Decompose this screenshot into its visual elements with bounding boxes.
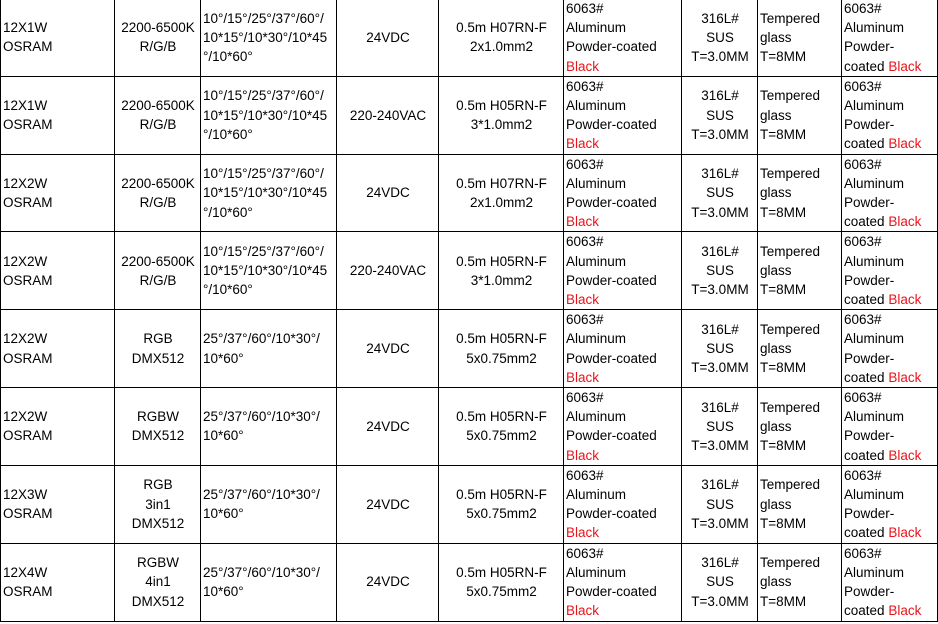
voltage-line: 24VDC xyxy=(366,496,410,512)
beam-angle-cell xyxy=(201,154,337,232)
beam-angle-cell xyxy=(201,232,337,310)
finish-prefix: coated xyxy=(844,603,885,619)
cable-line: 5x0.75mm2 xyxy=(466,584,537,600)
housing-cell xyxy=(564,465,682,543)
glass-line: T=8MM xyxy=(760,438,807,454)
glass-cell xyxy=(758,154,842,232)
cable-line: 2x1.0mm2 xyxy=(469,39,534,55)
led-line: OSRAM xyxy=(3,39,53,55)
steel-line: SUS xyxy=(706,341,734,357)
voltage-cell xyxy=(337,0,439,76)
led-line: 12X1W xyxy=(3,98,48,114)
housing-line: 6063# xyxy=(566,390,604,406)
finish-cell xyxy=(842,76,938,154)
beam-line: 10°/15°/25°/37°/60°/ xyxy=(203,88,324,104)
finish-prefix: coated xyxy=(844,214,885,230)
led-cell xyxy=(1,543,115,621)
finish-prefix: coated xyxy=(844,292,885,308)
cct-line: 2200-6500K xyxy=(121,20,195,36)
finish-line: 6063# xyxy=(844,1,882,16)
finish-line: Aluminum xyxy=(844,564,905,580)
glass-line: glass xyxy=(760,263,792,279)
glass-line: Tempered xyxy=(760,10,821,26)
voltage-cell xyxy=(337,543,439,621)
cct-line: DMX512 xyxy=(131,428,185,444)
steel-line: T=3.0MM xyxy=(691,360,749,376)
housing-line: Powder-coated xyxy=(566,272,657,288)
beam-line: °/10*60° xyxy=(203,126,253,142)
beam-line: 10*60° xyxy=(203,428,244,444)
beam-line: 10*15°/10*30°/10*45 xyxy=(203,29,328,45)
steel-line: 316L# xyxy=(701,399,739,415)
housing-line: 6063# xyxy=(566,156,604,172)
beam-angle-cell xyxy=(201,388,337,466)
glass-cell xyxy=(758,310,842,388)
led-line: OSRAM xyxy=(3,428,53,444)
glass-line: Tempered xyxy=(760,399,821,415)
housing-line: Powder-coated xyxy=(566,39,657,55)
cct-line: 2200-6500K xyxy=(121,175,195,191)
housing-cell xyxy=(564,388,682,466)
finish-color: Black xyxy=(888,214,922,230)
cct-cell xyxy=(115,0,201,76)
cable-cell xyxy=(439,232,564,310)
finish-cell xyxy=(842,232,938,310)
voltage-cell xyxy=(337,310,439,388)
beam-line: °/10*60° xyxy=(203,282,253,298)
cct-line: 2200-6500K xyxy=(121,253,195,269)
finish-line: Aluminum xyxy=(844,331,905,347)
voltage-cell xyxy=(337,232,439,310)
steel-cell xyxy=(682,154,758,232)
housing-line: Aluminum xyxy=(566,98,627,114)
cable-line: 3*1.0mm2 xyxy=(470,117,533,133)
finish-line: 6063# xyxy=(844,467,882,483)
finish-last-line xyxy=(844,134,936,153)
housing-line: 6063# xyxy=(566,1,604,16)
cct-line: RGBW xyxy=(137,555,179,571)
housing-line: 6063# xyxy=(566,312,604,328)
finish-line: Powder- xyxy=(844,39,895,55)
steel-line: T=3.0MM xyxy=(691,49,749,64)
finish-line: 6063# xyxy=(844,156,882,172)
cable-line: 0.5m H05RN-F xyxy=(456,253,547,269)
housing-line: Aluminum xyxy=(566,487,627,503)
finish-cell xyxy=(842,154,938,232)
glass-line: Tempered xyxy=(760,88,821,104)
led-cell xyxy=(1,232,115,310)
table-row xyxy=(1,543,938,621)
beam-line: °/10*60° xyxy=(203,49,253,64)
led-line: 12X3W xyxy=(3,487,48,503)
glass-line: glass xyxy=(760,418,792,434)
cct-line: RGB xyxy=(143,477,173,493)
finish-line: Aluminum xyxy=(844,253,905,269)
steel-line: 316L# xyxy=(701,321,739,337)
housing-color: Black xyxy=(566,447,600,463)
finish-color: Black xyxy=(888,58,922,74)
beam-line: 10*15°/10*30°/10*45 xyxy=(203,107,328,123)
beam-line: 10*60° xyxy=(203,584,244,600)
finish-line: Powder- xyxy=(844,584,895,600)
glass-cell xyxy=(758,388,842,466)
finish-color: Black xyxy=(888,136,922,152)
finish-color: Black xyxy=(888,603,922,619)
voltage-cell xyxy=(337,465,439,543)
finish-color: Black xyxy=(888,292,922,308)
cable-line: 5x0.75mm2 xyxy=(466,350,537,366)
housing-color: Black xyxy=(566,136,600,152)
housing-line: Aluminum xyxy=(566,564,627,580)
led-line: 12X2W xyxy=(3,175,48,191)
glass-line: T=8MM xyxy=(760,360,807,376)
beam-line: 10*60° xyxy=(203,350,244,366)
finish-line: Aluminum xyxy=(844,20,905,36)
housing-line: Aluminum xyxy=(566,409,627,425)
finish-line: 6063# xyxy=(844,545,882,561)
table-row xyxy=(1,76,938,154)
housing-line: Aluminum xyxy=(566,20,627,36)
steel-line: SUS xyxy=(706,185,734,201)
housing-color: Black xyxy=(566,58,600,74)
beam-line: 10*15°/10*30°/10*45 xyxy=(203,263,328,279)
glass-cell xyxy=(758,0,842,76)
housing-cell xyxy=(564,310,682,388)
cable-line: 5x0.75mm2 xyxy=(466,506,537,522)
housing-cell xyxy=(564,232,682,310)
cct-line: R/G/B xyxy=(139,272,177,288)
steel-cell xyxy=(682,76,758,154)
voltage-line: 24VDC xyxy=(366,418,410,434)
housing-line: Powder-coated xyxy=(566,428,657,444)
steel-line: T=3.0MM xyxy=(691,593,749,609)
finish-color: Black xyxy=(888,447,922,463)
beam-line: 10°/15°/25°/37°/60°/ xyxy=(203,166,324,182)
finish-line: 6063# xyxy=(844,234,882,250)
housing-line: Powder-coated xyxy=(566,195,657,211)
finish-line: Powder- xyxy=(844,272,895,288)
finish-line: Aluminum xyxy=(844,409,905,425)
beam-line: 25°/37°/60°/10*30°/ xyxy=(203,409,320,425)
finish-last-line xyxy=(844,601,936,620)
cable-cell xyxy=(439,388,564,466)
cct-line: 4in1 xyxy=(145,574,171,590)
steel-cell xyxy=(682,388,758,466)
cct-cell xyxy=(115,310,201,388)
led-line: 12X2W xyxy=(3,409,48,425)
beam-line: 10*60° xyxy=(203,506,244,522)
glass-line: T=8MM xyxy=(760,126,807,142)
housing-color: Black xyxy=(566,214,600,230)
housing-cell xyxy=(564,543,682,621)
steel-line: 316L# xyxy=(701,555,739,571)
cable-cell xyxy=(439,76,564,154)
cable-line: 2x1.0mm2 xyxy=(469,195,534,211)
cct-cell xyxy=(115,232,201,310)
glass-line: T=8MM xyxy=(760,282,807,298)
finish-line: Powder- xyxy=(844,117,895,133)
cct-cell xyxy=(115,76,201,154)
glass-line: Tempered xyxy=(760,321,821,337)
steel-cell xyxy=(682,465,758,543)
housing-line: Powder-coated xyxy=(566,506,657,522)
finish-last-line xyxy=(844,446,936,465)
steel-cell xyxy=(682,310,758,388)
glass-line: T=8MM xyxy=(760,204,807,220)
housing-color: Black xyxy=(566,369,600,385)
finish-line: Aluminum xyxy=(844,487,905,503)
voltage-line: 24VDC xyxy=(366,341,410,357)
cable-line: 0.5m H05RN-F xyxy=(456,564,547,580)
housing-line: 6063# xyxy=(566,467,604,483)
glass-line: T=8MM xyxy=(760,593,807,609)
glass-line: glass xyxy=(760,107,792,123)
cable-line: 0.5m H05RN-F xyxy=(456,331,547,347)
housing-color: Black xyxy=(566,525,600,541)
steel-line: 316L# xyxy=(701,477,739,493)
cct-line: DMX512 xyxy=(131,350,185,366)
finish-cell xyxy=(842,310,938,388)
beam-angle-cell xyxy=(201,465,337,543)
voltage-line: 24VDC xyxy=(366,29,410,45)
finish-last-line xyxy=(844,368,936,387)
cct-line: DMX512 xyxy=(131,515,185,531)
voltage-cell xyxy=(337,154,439,232)
housing-line: 6063# xyxy=(566,78,604,94)
housing-line: Aluminum xyxy=(566,175,627,191)
cable-cell xyxy=(439,310,564,388)
cct-line: RGBW xyxy=(137,409,179,425)
finish-line: Powder- xyxy=(844,195,895,211)
glass-cell xyxy=(758,76,842,154)
cct-line: R/G/B xyxy=(139,195,177,211)
finish-line: Powder- xyxy=(844,350,895,366)
housing-line: 6063# xyxy=(566,234,604,250)
table-row xyxy=(1,154,938,232)
cct-line: RGB xyxy=(143,331,173,347)
housing-line: Aluminum xyxy=(566,331,627,347)
voltage-line: 220-240VAC xyxy=(349,263,427,279)
finish-line: 6063# xyxy=(844,312,882,328)
cct-cell xyxy=(115,465,201,543)
finish-cell xyxy=(842,543,938,621)
led-line: OSRAM xyxy=(3,272,53,288)
led-line: 12X4W xyxy=(3,564,48,580)
glass-line: Tempered xyxy=(760,166,821,182)
finish-prefix: coated xyxy=(844,369,885,385)
steel-line: SUS xyxy=(706,29,734,45)
housing-color: Black xyxy=(566,603,600,619)
finish-last-line xyxy=(844,290,936,309)
finish-last-line xyxy=(844,212,936,231)
cable-cell xyxy=(439,154,564,232)
steel-line: SUS xyxy=(706,496,734,512)
voltage-line: 220-240VAC xyxy=(349,107,427,123)
led-line: OSRAM xyxy=(3,350,53,366)
steel-line: 316L# xyxy=(701,166,739,182)
beam-line: 25°/37°/60°/10*30°/ xyxy=(203,487,320,503)
finish-last-line xyxy=(844,57,936,76)
table-row xyxy=(1,232,938,310)
steel-line: 316L# xyxy=(701,88,739,104)
led-cell xyxy=(1,388,115,466)
led-cell xyxy=(1,0,115,76)
voltage-cell xyxy=(337,388,439,466)
table-row xyxy=(1,388,938,466)
finish-cell xyxy=(842,0,938,76)
glass-line: T=8MM xyxy=(760,515,807,531)
led-cell xyxy=(1,76,115,154)
finish-cell xyxy=(842,388,938,466)
finish-color: Black xyxy=(888,369,922,385)
steel-line: T=3.0MM xyxy=(691,438,749,454)
finish-color: Black xyxy=(888,525,922,541)
housing-line: Aluminum xyxy=(566,253,627,269)
steel-line: 316L# xyxy=(701,244,739,260)
led-cell xyxy=(1,154,115,232)
finish-last-line xyxy=(844,523,936,542)
steel-line: SUS xyxy=(706,107,734,123)
led-line: OSRAM xyxy=(3,117,53,133)
finish-line: Aluminum xyxy=(844,175,905,191)
finish-prefix: coated xyxy=(844,58,885,74)
steel-line: T=3.0MM xyxy=(691,282,749,298)
housing-line: Powder-coated xyxy=(566,117,657,133)
cct-line: 3in1 xyxy=(145,496,171,512)
voltage-line: 24VDC xyxy=(366,574,410,590)
cable-cell xyxy=(439,543,564,621)
housing-line: Powder-coated xyxy=(566,584,657,600)
glass-line: glass xyxy=(760,341,792,357)
cct-line: 2200-6500K xyxy=(121,98,195,114)
beam-angle-cell xyxy=(201,310,337,388)
cable-line: 0.5m H05RN-F xyxy=(456,409,547,425)
glass-cell xyxy=(758,232,842,310)
cct-cell xyxy=(115,388,201,466)
finish-line: 6063# xyxy=(844,78,882,94)
cct-line: R/G/B xyxy=(139,117,177,133)
steel-line: SUS xyxy=(706,574,734,590)
voltage-cell xyxy=(337,76,439,154)
housing-cell xyxy=(564,0,682,76)
beam-line: 10°/15°/25°/37°/60°/ xyxy=(203,244,324,260)
steel-line: T=3.0MM xyxy=(691,515,749,531)
glass-line: glass xyxy=(760,185,792,201)
glass-line: Tempered xyxy=(760,244,821,260)
finish-line: Aluminum xyxy=(844,98,905,114)
led-line: 12X2W xyxy=(3,331,48,347)
steel-cell xyxy=(682,232,758,310)
cable-cell xyxy=(439,465,564,543)
steel-line: SUS xyxy=(706,263,734,279)
cable-line: 0.5m H05RN-F xyxy=(456,487,547,503)
table-row xyxy=(1,0,938,76)
housing-color: Black xyxy=(566,292,600,308)
glass-line: glass xyxy=(760,29,792,45)
table-row xyxy=(1,465,938,543)
finish-prefix: coated xyxy=(844,525,885,541)
beam-angle-cell xyxy=(201,543,337,621)
glass-line: glass xyxy=(760,496,792,512)
cable-line: 0.5m H05RN-F xyxy=(456,98,547,114)
steel-line: T=3.0MM xyxy=(691,126,749,142)
finish-line: Powder- xyxy=(844,506,895,522)
beam-angle-cell xyxy=(201,76,337,154)
led-line: 12X2W xyxy=(3,253,48,269)
steel-line: 316L# xyxy=(701,10,739,26)
cct-line: DMX512 xyxy=(131,593,185,609)
steel-line: SUS xyxy=(706,418,734,434)
finish-line: 6063# xyxy=(844,390,882,406)
cct-cell xyxy=(115,543,201,621)
housing-cell xyxy=(564,154,682,232)
glass-cell xyxy=(758,543,842,621)
cable-line: 0.5m H07RN-F xyxy=(456,20,547,36)
led-line: OSRAM xyxy=(3,584,53,600)
table-row xyxy=(1,310,938,388)
glass-line: T=8MM xyxy=(760,49,807,64)
led-cell xyxy=(1,465,115,543)
beam-line: 10°/15°/25°/37°/60°/ xyxy=(203,10,324,26)
finish-cell xyxy=(842,465,938,543)
glass-cell xyxy=(758,465,842,543)
led-line: OSRAM xyxy=(3,506,53,522)
finish-line: Powder- xyxy=(844,428,895,444)
cable-cell xyxy=(439,0,564,76)
housing-line: 6063# xyxy=(566,545,604,561)
glass-line: Tempered xyxy=(760,555,821,571)
spec-table-body xyxy=(1,0,938,621)
glass-line: glass xyxy=(760,574,792,590)
finish-prefix: coated xyxy=(844,136,885,152)
glass-line: Tempered xyxy=(760,477,821,493)
cct-cell xyxy=(115,154,201,232)
steel-cell xyxy=(682,0,758,76)
cable-line: 0.5m H07RN-F xyxy=(456,175,547,191)
cct-line: R/G/B xyxy=(139,39,177,55)
housing-cell xyxy=(564,76,682,154)
steel-line: T=3.0MM xyxy=(691,204,749,220)
beam-line: °/10*60° xyxy=(203,204,253,220)
cable-line: 3*1.0mm2 xyxy=(470,272,533,288)
steel-cell xyxy=(682,543,758,621)
beam-line: 25°/37°/60°/10*30°/ xyxy=(203,331,320,347)
led-line: OSRAM xyxy=(3,195,53,211)
cable-line: 5x0.75mm2 xyxy=(466,428,537,444)
led-cell xyxy=(1,310,115,388)
beam-angle-cell xyxy=(201,0,337,76)
housing-line: Powder-coated xyxy=(566,350,657,366)
voltage-line: 24VDC xyxy=(366,185,410,201)
beam-line: 25°/37°/60°/10*30°/ xyxy=(203,564,320,580)
led-line: 12X1W xyxy=(3,20,48,36)
finish-prefix: coated xyxy=(844,447,885,463)
beam-line: 10*15°/10*30°/10*45 xyxy=(203,185,328,201)
